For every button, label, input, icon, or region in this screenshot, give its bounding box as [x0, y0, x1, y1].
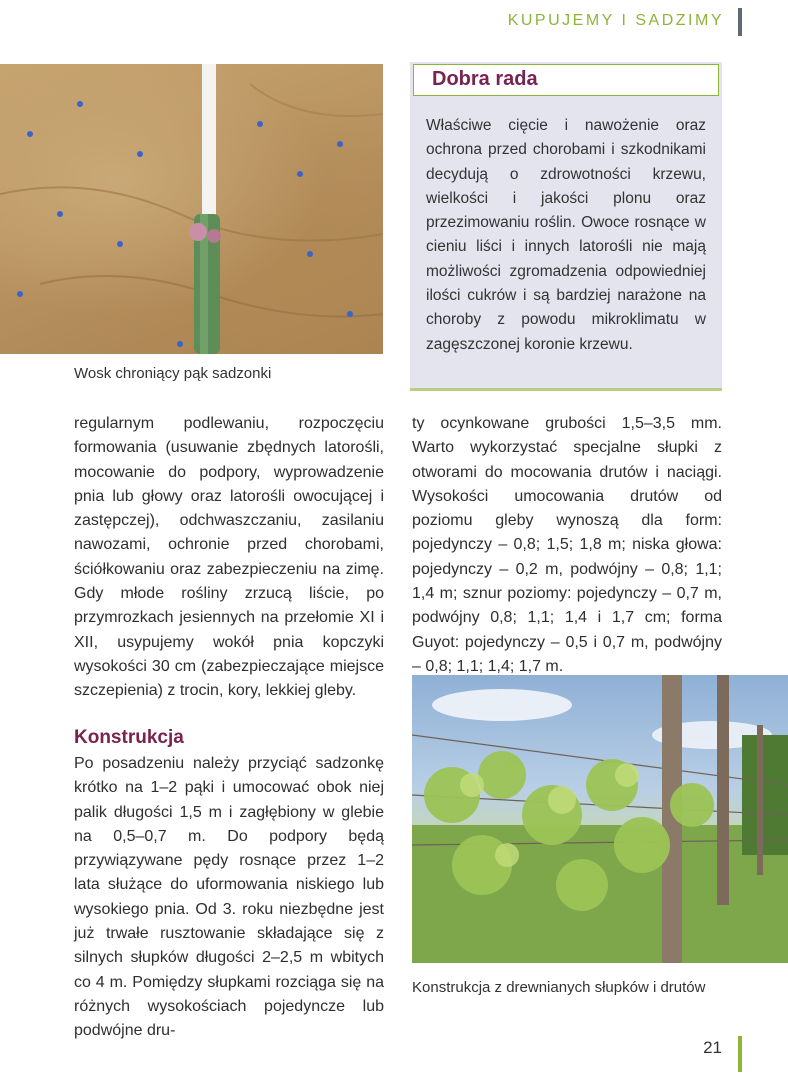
body-paragraph-left: regularnym podlewaniu, rozpoczęciu formowania (usuwanie zbędnych latorośli, mocowanie do podpory, wyprowadzenie pnia lub głowy oraz latorośli owocującej i zastępczej), odchwaszczaniu, zasilaniu nawozami, ochronie przed chorobami, ściółkowaniu oraz zabezpieczeniu na zimę. Gdy młode rośliny zrzucą liście, po przymrozkach jesiennych na przełomie XI i XII, usypujemy wokół pnia kopczyki wysokości 30 cm (zabezpieczające miejsce szczepienia) z trocin, kory, lekkiej gleby. — [74, 415, 384, 700]
tip-title-frame — [413, 64, 719, 96]
section-heading: Konstrukcja — [74, 727, 184, 748]
tip-text: Właściwe cięcie i nawożenie oraz ochrona przed chorobami i szkodnikami decydują o zdrowotności krzewu, wielkości i jakości plonu oraz przezimowaniu roślin. Owoce rosnące w cieniu liści i innych latorośli nie mają możliwości zgromadzenia odpowiedniej ilości cukrów i są bardziej narażone na choroby z powodu mikroklimatu w zagęszczonej koronie krzewu. — [426, 117, 706, 353]
photo-caption-vineyard: Konstrukcja z drewnianych słupków i drutów — [412, 979, 706, 996]
page-number-accent-bar — [738, 1036, 742, 1072]
photo-caption-seedling: Wosk chroniący pąk sadzonki — [74, 365, 272, 382]
tip-title: Dobra rada — [432, 68, 538, 90]
running-header: KUPUJEMY I SADZIMY — [507, 12, 724, 29]
header-accent-bar — [738, 8, 742, 36]
body-paragraph-construction: Po posadzeniu należy przyciąć sadzonkę krótko na 1–2 pąki i umocować obok niej palik długości 1,5 m i zagłębiony w glebie na 0,5–0,7 m. Do podpory będą przywiązywane pędy rosnące przez 1–2 lata służące do uformowania niskiego lub wysokiego pnia. Od 3. roku niezbędne jest już trwałe rusztowanie składające się z silnych słupków długości 2–2,5 m wbitych co 4 m. Pomiędzy słupkami rozciąga się na różnych wysokościach pojedyncze lub podwójne dru- — [74, 755, 384, 1040]
tip-box — [410, 62, 722, 391]
seedling-photo — [0, 64, 383, 354]
page-number: 21 — [703, 1038, 722, 1057]
body-paragraph-right: ty ocynkowane grubości 1,5–3,5 mm. Warto wykorzystać specjalne słupki z otworami do mocowania drutów i naciągi. Wysokości umocowania drutów od poziomu gleby wynoszą dla form: pojedynczy – 0,8; 1,5; 1,8 m; niska głowa: pojedynczy – 0,2 m, podwójny – 0,8; 1,1; 1,4 m; sznur poziomy: pojedynczy – 0,7 m, podwójny 0,8; 1,1; 1,4 i 1,7 cm; forma Guyot: pojedynczy – 0,5 i 0,7 m, podwójny – 0,8; 1,1; 1,4; 1,7 m. — [412, 415, 722, 675]
vineyard-photo — [412, 675, 788, 963]
